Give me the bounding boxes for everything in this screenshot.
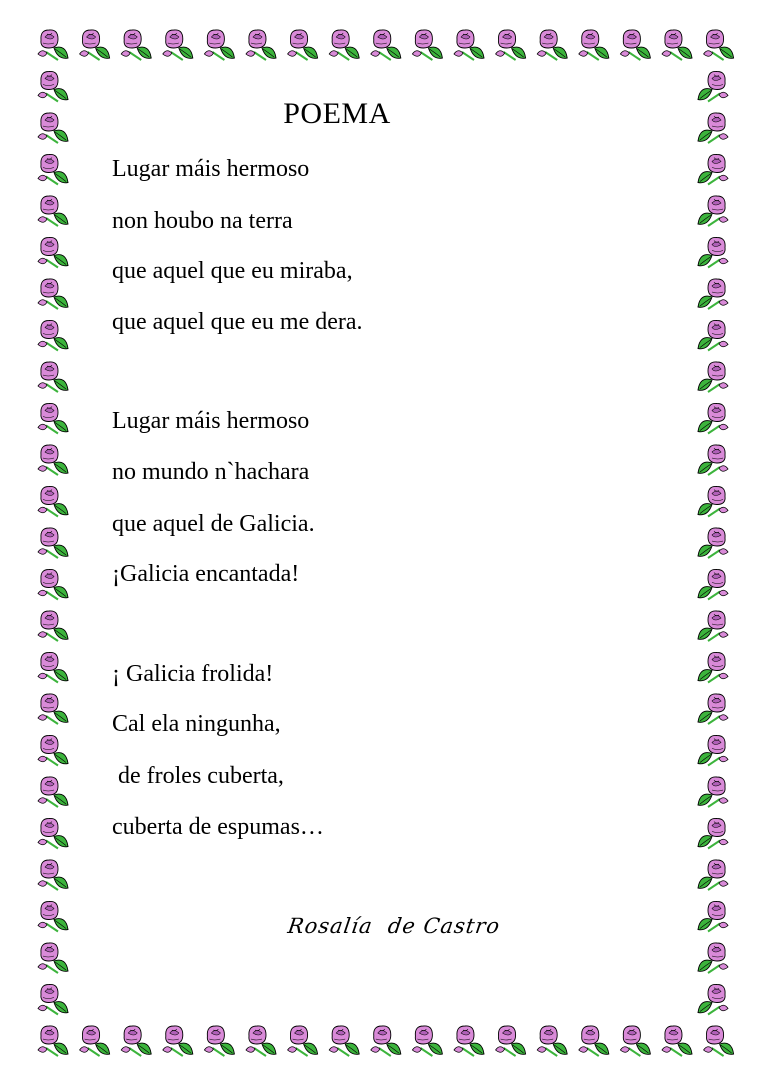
- poem-line: Lugar máis hermoso: [112, 408, 310, 434]
- rose-icon: [698, 528, 728, 558]
- rose-icon: [38, 777, 68, 807]
- poem-line: de froles cuberta,: [112, 763, 284, 789]
- rose-icon: [121, 1026, 151, 1056]
- rose-icon: [698, 320, 728, 350]
- rose-icon: [38, 113, 68, 143]
- rose-icon: [38, 403, 68, 433]
- rose-icon: [698, 694, 728, 724]
- poem-title: POEMA: [283, 97, 391, 130]
- poem-line: que aquel de Galicia.: [112, 511, 315, 537]
- rose-icon: [620, 1026, 650, 1056]
- rose-icon: [579, 30, 609, 60]
- author-signature: Rosalía de Castro: [286, 914, 502, 938]
- rose-icon: [163, 1026, 193, 1056]
- poem-line: que aquel que eu miraba,: [112, 258, 353, 284]
- rose-icon: [38, 486, 68, 516]
- rose-icon: [38, 694, 68, 724]
- rose-icon: [537, 30, 567, 60]
- rose-icon: [204, 1026, 234, 1056]
- rose-icon: [288, 1026, 318, 1056]
- rose-icon: [698, 71, 728, 101]
- rose-icon: [38, 528, 68, 558]
- rose-icon: [38, 196, 68, 226]
- rose-icon: [38, 237, 68, 267]
- rose-icon: [698, 403, 728, 433]
- rose-icon: [698, 445, 728, 475]
- rose-icon: [412, 1026, 442, 1056]
- rose-icon: [454, 1026, 484, 1056]
- rose-icon: [371, 30, 401, 60]
- rose-icon: [38, 569, 68, 599]
- rose-icon: [38, 652, 68, 682]
- poem-line: cuberta de espumas…: [112, 814, 324, 840]
- rose-icon: [698, 652, 728, 682]
- poem-line: Lugar máis hermoso: [112, 156, 310, 182]
- rose-icon: [662, 30, 692, 60]
- rose-icon: [704, 30, 734, 60]
- poem-line: Cal ela ningunha,: [112, 711, 281, 737]
- rose-icon: [454, 30, 484, 60]
- rose-icon: [698, 486, 728, 516]
- rose-icon: [537, 1026, 567, 1056]
- rose-icon: [38, 71, 68, 101]
- poem-line: ¡ Galicia frolida!: [112, 661, 274, 687]
- rose-icon: [38, 279, 68, 309]
- rose-icon: [38, 30, 68, 60]
- rose-icon: [412, 30, 442, 60]
- rose-icon: [38, 984, 68, 1014]
- rose-icon: [620, 30, 650, 60]
- poem-line: ¡Galicia encantada!: [112, 561, 300, 587]
- poem-line: non houbo na terra: [112, 208, 293, 234]
- rose-icon: [204, 30, 234, 60]
- rose-icon: [579, 1026, 609, 1056]
- rose-icon: [698, 611, 728, 641]
- rose-icon: [246, 1026, 276, 1056]
- rose-icon: [698, 279, 728, 309]
- rose-icon: [698, 984, 728, 1014]
- rose-icon: [698, 901, 728, 931]
- rose-icon: [38, 154, 68, 184]
- rose-icon: [38, 362, 68, 392]
- rose-icon: [38, 611, 68, 641]
- rose-icon: [704, 1026, 734, 1056]
- rose-icon: [496, 1026, 526, 1056]
- rose-icon: [329, 30, 359, 60]
- rose-icon: [698, 196, 728, 226]
- poem-line: no mundo n`hachara: [112, 459, 310, 485]
- rose-icon: [698, 113, 728, 143]
- rose-icon: [698, 818, 728, 848]
- rose-icon: [698, 569, 728, 599]
- rose-icon: [371, 1026, 401, 1056]
- rose-icon: [698, 943, 728, 973]
- rose-icon: [163, 30, 193, 60]
- rose-icon: [698, 735, 728, 765]
- rose-icon: [698, 777, 728, 807]
- rose-icon: [698, 237, 728, 267]
- poem-line: que aquel que eu me dera.: [112, 309, 363, 335]
- rose-icon: [38, 445, 68, 475]
- rose-icon: [698, 154, 728, 184]
- rose-icon: [38, 818, 68, 848]
- rose-icon: [38, 943, 68, 973]
- rose-icon: [246, 30, 276, 60]
- rose-icon: [38, 735, 68, 765]
- rose-icon: [38, 860, 68, 890]
- rose-icon: [38, 901, 68, 931]
- rose-icon: [38, 320, 68, 350]
- rose-icon: [329, 1026, 359, 1056]
- rose-icon: [698, 860, 728, 890]
- rose-icon: [80, 30, 110, 60]
- rose-icon: [662, 1026, 692, 1056]
- rose-icon: [80, 1026, 110, 1056]
- rose-icon: [38, 1026, 68, 1056]
- rose-icon: [698, 362, 728, 392]
- rose-icon: [496, 30, 526, 60]
- rose-icon: [121, 30, 151, 60]
- rose-icon: [288, 30, 318, 60]
